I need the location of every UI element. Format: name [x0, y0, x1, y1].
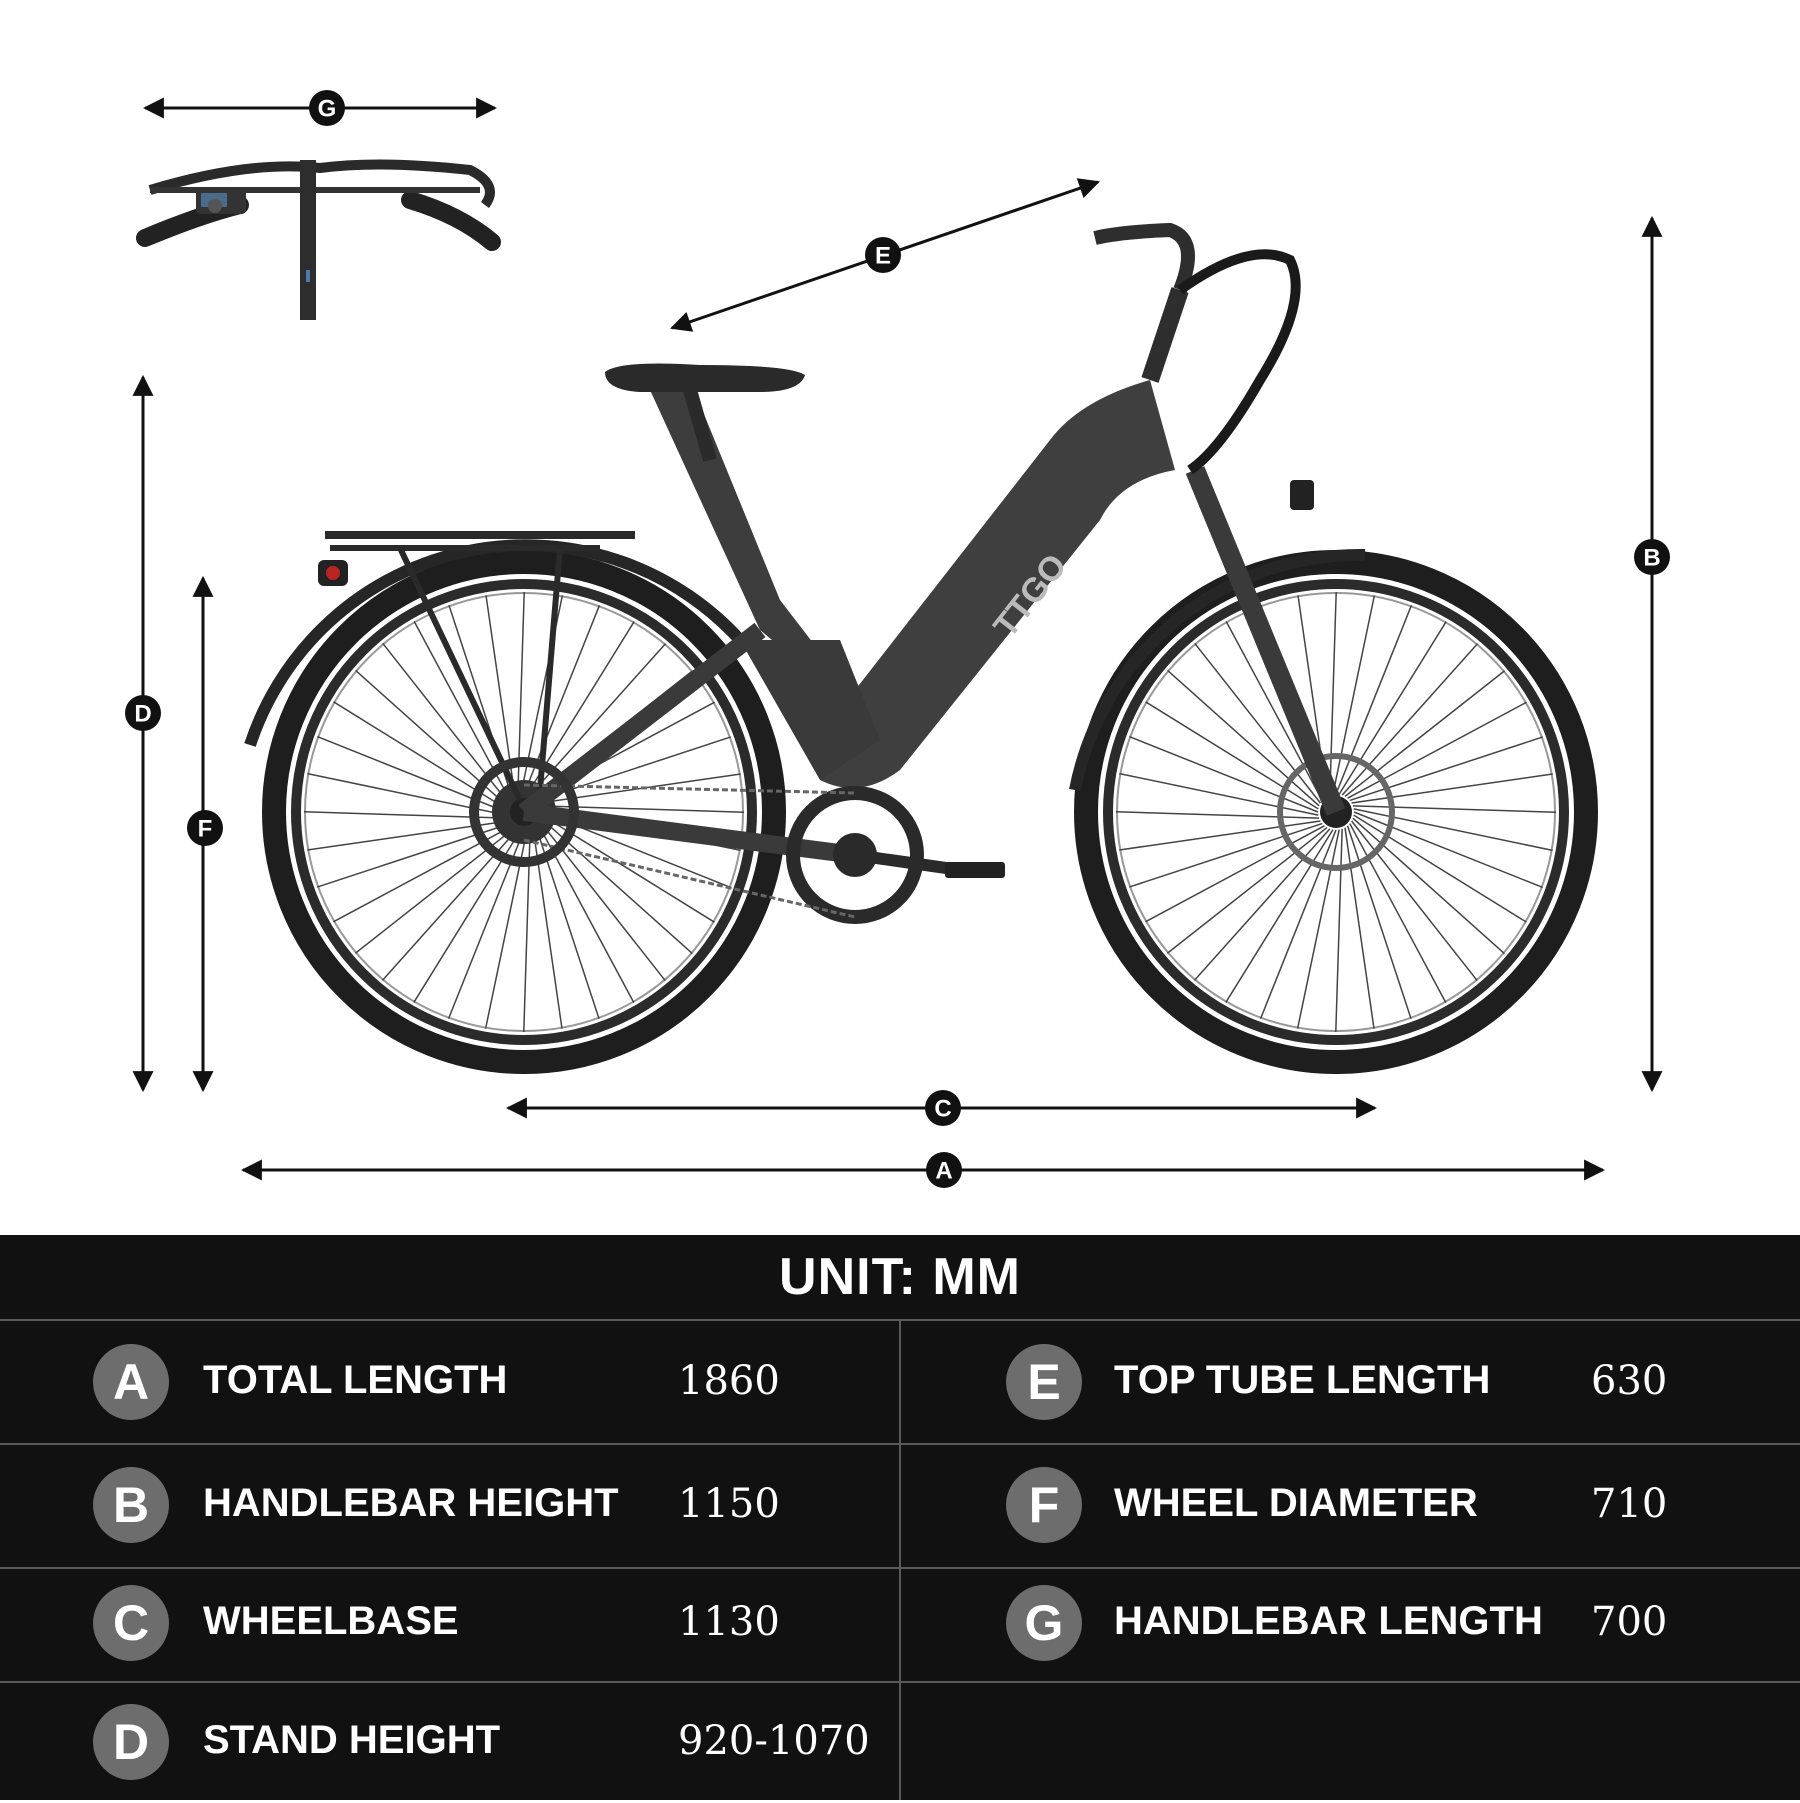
badge-c: C	[93, 1585, 169, 1661]
wheel-spoke	[1336, 829, 1342, 1032]
spec-row-wheelbase	[0, 1569, 898, 1689]
spec-value: 1130	[678, 1599, 780, 1645]
spec-value: 1860	[678, 1358, 780, 1404]
unit-title: UNIT: MM	[779, 1248, 1021, 1306]
badge-g: G	[1006, 1585, 1082, 1661]
frame-brand-logo: TTGO	[986, 547, 1075, 645]
wheel-spoke	[1353, 806, 1556, 812]
marker-f: F	[197, 815, 213, 843]
spec-name: HANDLEBAR LENGTH	[1114, 1599, 1543, 1643]
spec-row-wheel-diameter	[901, 1445, 1800, 1565]
marker-b: B	[1643, 544, 1661, 572]
marker-c: C	[934, 1095, 952, 1123]
spec-row-handlebar-length	[901, 1569, 1800, 1689]
spec-value: 700	[1591, 1599, 1668, 1645]
dimension-f	[187, 578, 223, 1090]
marker-a: A	[935, 1157, 953, 1185]
wheel-spoke	[1348, 826, 1411, 1019]
dimension-g	[145, 90, 495, 126]
wheel-spoke	[1194, 829, 1329, 980]
wheel-spoke	[1129, 737, 1318, 812]
spec-row-top-tube-length	[901, 1321, 1800, 1441]
dimension-c	[508, 1090, 1375, 1126]
wheel-spoke	[1145, 826, 1324, 922]
spec-row-stand-height	[0, 1683, 898, 1803]
wheel-spoke	[1261, 830, 1336, 1019]
wheel-spoke	[1226, 830, 1333, 1003]
wheel-spoke	[1167, 828, 1327, 954]
dimension-d	[125, 377, 161, 1090]
marker-g: G	[317, 95, 337, 123]
spec-row-handlebar-height	[0, 1445, 898, 1565]
bike-illustration	[250, 230, 1594, 1070]
wheel-spoke	[1342, 644, 1477, 795]
spec-name: STAND HEIGHT	[203, 1718, 501, 1762]
wheel-spoke	[1350, 737, 1543, 800]
wheel-spoke	[1116, 812, 1319, 818]
marker-d: D	[134, 700, 152, 728]
wheel-spoke	[1350, 824, 1446, 1003]
wheel-spoke	[1345, 671, 1505, 797]
wheel-spoke	[1354, 812, 1543, 887]
badge-b: B	[93, 1467, 169, 1543]
spec-table	[0, 1235, 1800, 1800]
marker-e: E	[874, 242, 892, 270]
badge-f: F	[1006, 1467, 1082, 1543]
badge-a: A	[93, 1344, 169, 1420]
dimension-e	[672, 182, 1098, 328]
spec-name: WHEELBASE	[203, 1599, 459, 1643]
spec-value: 710	[1591, 1481, 1668, 1527]
spec-name: TOTAL LENGTH	[203, 1358, 508, 1402]
spec-value: 630	[1591, 1358, 1668, 1404]
wheel-spoke	[1354, 815, 1527, 922]
spec-row-total-length	[0, 1321, 898, 1441]
wheel-spoke	[1352, 821, 1478, 981]
wheel-spoke	[1339, 622, 1446, 795]
dimension-a	[243, 1152, 1603, 1188]
dimension-b	[1634, 218, 1670, 1090]
badge-e: E	[1006, 1344, 1082, 1420]
badge-d: D	[93, 1704, 169, 1780]
spec-value: 1150	[678, 1481, 780, 1527]
handlebar-topview-illustration	[145, 160, 492, 320]
wheel-spoke	[1348, 702, 1527, 798]
wheel-spoke	[1330, 592, 1336, 795]
wheel-spoke	[1353, 818, 1504, 953]
spec-value: 920-1070	[678, 1718, 870, 1764]
spec-name: WHEEL DIAMETER	[1114, 1481, 1478, 1525]
spec-name: HANDLEBAR HEIGHT	[203, 1481, 619, 1525]
wheel-spoke	[1129, 824, 1322, 887]
wheel-spoke	[1336, 605, 1411, 794]
spec-name: TOP TUBE LENGTH	[1114, 1358, 1491, 1402]
